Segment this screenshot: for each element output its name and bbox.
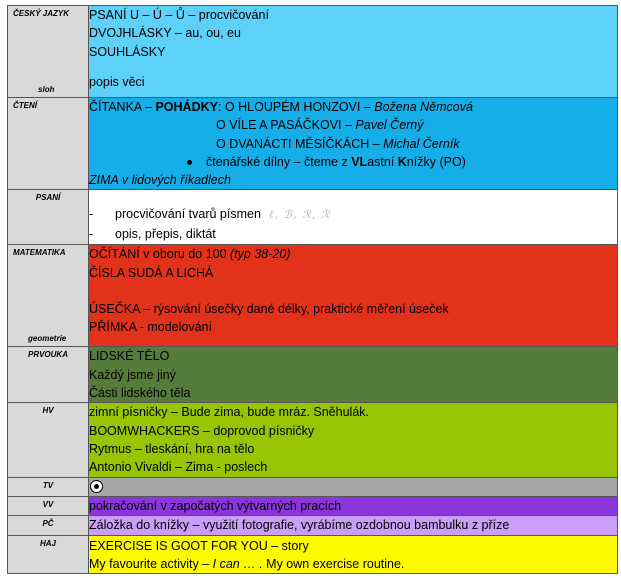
content-line: pokračování v započatých výtvarných pracích bbox=[89, 498, 342, 513]
subject-cell bbox=[8, 190, 89, 245]
content-line: OČÍTÁNÍ v oboru do 100 (typ 38-20) bbox=[89, 247, 291, 262]
content-line: O VÍLE A PASÁČKOVI – Pavel Černý bbox=[216, 118, 424, 133]
content-line: BOOMWHACKERS – doprovod písničky bbox=[89, 423, 315, 438]
subject-cell bbox=[8, 496, 89, 515]
subject-cell bbox=[8, 477, 89, 496]
subject-cell bbox=[8, 6, 89, 98]
row-psani bbox=[8, 190, 618, 245]
content-line: My favourite activity – I can … . My own exercise routine. bbox=[89, 556, 405, 571]
subject-name: ČESKÝ JAZYK bbox=[13, 9, 70, 18]
content-cell bbox=[89, 190, 618, 245]
content-line: O DVANÁCTI MĚSÍČKÁCH – Michal Černík bbox=[216, 136, 460, 151]
row-tv bbox=[8, 477, 618, 496]
subject-cell bbox=[8, 245, 89, 347]
content-line: Každý jsme jiný bbox=[89, 367, 176, 382]
row-vv bbox=[8, 496, 618, 515]
subject-name: HV bbox=[42, 406, 54, 416]
content-line: PŘÍMKA - modelování bbox=[89, 320, 212, 335]
cursive-letters: ℓ, ℬ, ℛ, ℛ bbox=[268, 208, 331, 222]
subject-cell bbox=[8, 98, 89, 190]
content-line: Záložka do knížky – využití fotografie, vyrábíme ozdobnou bambulku z příze bbox=[89, 518, 510, 533]
subject-name: PRVOUKA bbox=[27, 350, 68, 360]
content-cell bbox=[89, 496, 618, 515]
subject-name: MATEMATIKA bbox=[13, 248, 66, 258]
row-cteni bbox=[8, 98, 618, 190]
content-line: ČÍTANKA – POHÁDKY: O HLOUPÉM HONZOVI – Božena Němcová bbox=[89, 100, 473, 114]
subject-name: ČTENÍ bbox=[13, 101, 37, 110]
content-line: zimní písničky – Bude zima, bude mráz. Sněhulák. bbox=[89, 405, 369, 420]
content-cell bbox=[89, 6, 618, 98]
content-cell bbox=[89, 347, 618, 403]
subject-cell bbox=[8, 347, 89, 403]
content-line: - procvičování tvarů písmen ℓ, ℬ, ℛ, ℛ bbox=[89, 207, 331, 222]
content-line: Rytmus – tleskání, hra na tělo bbox=[89, 442, 255, 457]
bullet-icon bbox=[187, 160, 192, 165]
subject-name: PSANÍ bbox=[35, 193, 61, 203]
row-cesky-jazyk bbox=[8, 6, 618, 98]
subject-cell bbox=[8, 535, 89, 574]
weekly-plan-table bbox=[7, 5, 618, 574]
content-line: SOUHLÁSKY bbox=[89, 44, 166, 59]
row-hv bbox=[8, 403, 618, 477]
content-cell bbox=[89, 403, 618, 477]
content-line: ČÍSLA SUDÁ A LICHÁ bbox=[89, 265, 214, 280]
content-line: PSANÍ U – Ú – Ů – procvičování bbox=[89, 8, 269, 22]
content-cell bbox=[89, 245, 618, 347]
subject-name: VV bbox=[42, 499, 54, 509]
content-line: ÚSEČKA – rýsování úsečky dané délky, praktické měření úseček bbox=[89, 302, 449, 317]
content-cell bbox=[89, 516, 618, 535]
soccer-ball-icon bbox=[90, 480, 103, 493]
content-line: Antonio Vivaldi – Zima - poslech bbox=[89, 460, 268, 475]
subject-subtopic: geometrie bbox=[28, 334, 67, 344]
content-line: EXERCISE IS GOOT FOR YOU – story bbox=[89, 538, 309, 553]
content-line: - opis, přepis, diktát bbox=[89, 226, 216, 241]
subject-name: TV bbox=[42, 480, 54, 490]
content-line: Části lidského těla bbox=[89, 386, 191, 401]
content-line: popis věci bbox=[89, 74, 145, 89]
subject-name: HAJ bbox=[39, 538, 56, 548]
subject-name: PČ bbox=[42, 519, 54, 529]
content-line: ZIMA v lidových říkadlech bbox=[89, 173, 231, 188]
row-matematika bbox=[8, 245, 618, 347]
content-cell bbox=[89, 98, 618, 190]
row-pc bbox=[8, 516, 618, 535]
row-haj bbox=[8, 535, 618, 574]
content-line: LIDSKÉ TĚLO bbox=[89, 349, 170, 364]
content-cell bbox=[89, 477, 618, 496]
content-line: DVOJHLÁSKY – au, ou, eu bbox=[89, 26, 241, 41]
row-prvouka bbox=[8, 347, 618, 403]
subject-cell bbox=[8, 403, 89, 477]
content-cell bbox=[89, 535, 618, 574]
content-line: čtenářské dílny – čteme z VLastní Knížky (PO) bbox=[89, 153, 617, 171]
subject-cell bbox=[8, 516, 89, 535]
subject-subtopic: sloh bbox=[38, 85, 55, 94]
